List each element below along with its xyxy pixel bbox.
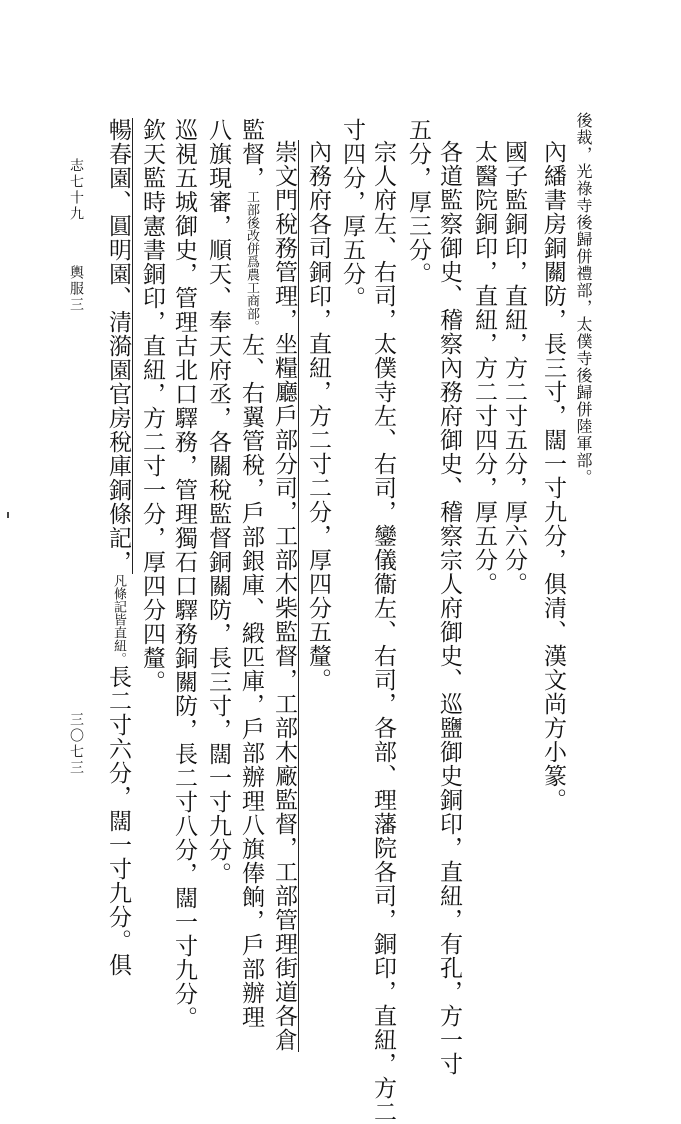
running-header-chapter: 志七十九	[68, 158, 84, 222]
column-15-text-a: 暢春園、圓明園、清漪園官房稅庫銅條記，	[105, 118, 131, 574]
text-column-3: 國子監銅印，直紐，方二寸五分，厚六分。	[501, 140, 527, 596]
text-column-13: 巡視五城御史，管理古北口驛務，管理獨石口驛務銅關防，長二寸八分，闊一寸九分。	[171, 118, 197, 1030]
text-column-14: 欽天監時憲書銅印，直紐，方二寸一分，厚四分四釐。	[139, 118, 165, 694]
underlined-name: 崇文門稅務管理，坐糧廳戶部分司，工部木柴監督，工部木廠監督，工部管理街道各倉	[271, 140, 297, 1052]
text-column-6: 五分，厚三分。	[405, 118, 431, 286]
text-column-5: 各道監察御史、稽察內務府御史、稽察宗人府御史、巡鹽御史銅印，直紐，有孔，方一寸	[436, 140, 462, 1076]
text-column-2: 內繙書房銅關防，長三寸，闊一寸九分，俱清、漢文尚方小篆。	[540, 140, 566, 812]
text-column-15	[106, 118, 129, 977]
text-column-7: 宗人府左、右司，太僕寺左、右司，鑾儀衞左、右司，各部、理藩院各司，銅印，直紐，方二	[370, 140, 396, 1124]
text-column-8: 寸四分，厚五分。	[339, 118, 365, 310]
interlinear-note: 工部後改併爲農工商部。	[244, 190, 259, 333]
running-header-section: 輿服三	[68, 265, 84, 313]
column-11-text-a: 監督，	[238, 118, 264, 190]
interlinear-note: 凡條記皆直紐。	[111, 574, 126, 665]
text-column-12: 八旗現審，順天、奉天府丞，各關稅監督銅關防，長三寸，闊一寸九分。	[205, 118, 231, 886]
text-column-4: 太醫院銅印，直紐，方二寸四分，厚五分。	[471, 140, 497, 596]
text-column-10	[272, 140, 295, 1052]
page-number: 三〇七三	[68, 712, 84, 776]
text-column-1: 後裁，光祿寺後歸併禮部，太僕寺後歸併陸軍部。	[574, 112, 593, 486]
column-11-text-b: 左、右翼管稅，戶部銀庫、緞匹庫，戶部辦理八旗俸餉，戶部辦理	[238, 333, 264, 1029]
scan-speck	[7, 512, 9, 518]
text-column-9: 內務府各司銅印，直紐，方二寸二分，厚四分五釐。	[305, 140, 331, 692]
column-15-text-b: 長二寸六分，闊一寸九分。俱	[105, 665, 131, 977]
text-column-11	[239, 118, 262, 1029]
